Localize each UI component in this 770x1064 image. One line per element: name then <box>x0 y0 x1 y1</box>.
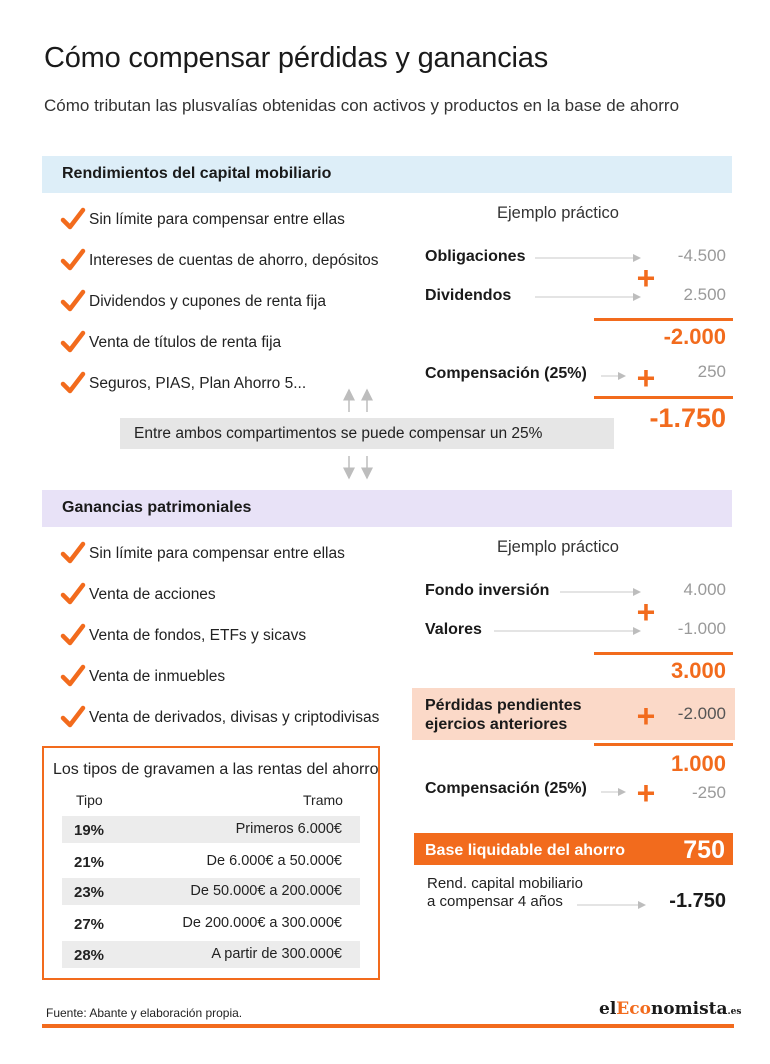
base-liquidable-value: 750 <box>683 836 725 864</box>
base-liquidable-label: Base liquidable del ahorro <box>425 842 626 859</box>
logo-part: el <box>599 999 617 1019</box>
example-subtotal: -2.000 <box>663 324 726 349</box>
carry-forward-label: a compensar 4 años <box>427 893 563 910</box>
example-subtotal: 1.000 <box>670 751 726 776</box>
table-cell-tramo: A partir de 300.000€ <box>211 946 342 962</box>
example-row-value: -1.000 <box>677 619 726 638</box>
section-heading-label: Ganancias patrimoniales <box>62 499 252 516</box>
table-cell-tipo: 23% <box>74 884 105 901</box>
example-row-label: Dividendos <box>425 287 512 304</box>
tax-table-title: Los tipos de gravamen a las rentas del ahorro <box>53 761 379 778</box>
example-row-value: 2.500 <box>683 285 726 304</box>
list-item-label: Venta de acciones <box>89 586 216 603</box>
example-total: -1.750 <box>649 403 726 433</box>
example-row-label: Obligaciones <box>425 248 526 265</box>
table-cell-tipo: 21% <box>74 854 105 871</box>
source-note: Fuente: Abante y elaboración propia. <box>46 1006 243 1020</box>
compensation-label: Compensación (25%) <box>425 780 587 797</box>
list-item-label: Dividendos y cupones de renta fija <box>89 293 326 310</box>
example-heading: Ejemplo práctico <box>497 204 619 222</box>
carry-forward-value: -1.750 <box>669 890 726 912</box>
example-row-label: Valores <box>425 621 482 638</box>
table-cell-tramo: De 6.000€ a 50.000€ <box>206 853 342 869</box>
list-item-label: Sin límite para compensar entre ellas <box>89 211 345 228</box>
compensation-note-text: Entre ambos compartimentos se puede compensar un 25% <box>134 425 543 442</box>
logo-part: Eco <box>616 999 651 1019</box>
section-heading-label: Rendimientos del capital mobiliario <box>62 165 332 182</box>
list-item-label: Sin límite para compensar entre ellas <box>89 545 345 562</box>
plus-icon: + <box>636 260 656 296</box>
column-header-tramo: Tramo <box>303 792 343 808</box>
example-row-value: 4.000 <box>683 580 726 599</box>
table-cell-tramo: De 200.000€ a 300.000€ <box>182 915 342 931</box>
logo-part: nomista <box>650 999 728 1019</box>
logo-part: .es <box>727 1007 742 1017</box>
compensation-value: 250 <box>697 362 726 381</box>
column-header-tipo: Tipo <box>76 792 103 808</box>
table-cell-tipo: 28% <box>74 947 105 964</box>
compensation-label: Compensación (25%) <box>425 365 587 382</box>
list-item-label: Venta de títulos de renta fija <box>89 334 282 351</box>
list-item-label: Seguros, PIAS, Plan Ahorro 5... <box>89 375 307 392</box>
plus-icon: + <box>636 594 656 630</box>
table-cell-tipo: 19% <box>74 822 105 839</box>
list-item-label: Venta de fondos, ETFs y sicavs <box>89 627 307 644</box>
pending-losses-value: -2.000 <box>677 704 726 723</box>
compensation-value: -250 <box>691 783 726 802</box>
pending-losses-label: ejercios anteriores <box>425 716 568 733</box>
page-subtitle: Cómo tributan las plusvalías obtenidas con activos y productos en la base de ahorro <box>44 96 680 115</box>
table-cell-tipo: 27% <box>74 916 105 933</box>
list-item-label: Venta de derivados, divisas y criptodivisas <box>89 709 380 726</box>
page-title: Cómo compensar pérdidas y ganancias <box>44 42 548 74</box>
table-cell-tramo: De 50.000€ a 200.000€ <box>190 883 342 899</box>
list-item-label: Venta de inmuebles <box>89 668 226 685</box>
example-subtotal: 3.000 <box>670 658 726 683</box>
example-row-value: -4.500 <box>677 246 726 265</box>
plus-icon: + <box>636 360 656 396</box>
list-item-label: Intereses de cuentas de ahorro, depósitos <box>89 252 379 269</box>
example-row-label: Fondo inversión <box>425 582 550 599</box>
carry-forward-label: Rend. capital mobiliario <box>427 875 583 892</box>
table-cell-tramo: Primeros 6.000€ <box>235 821 342 837</box>
pending-losses-label: Pérdidas pendientes <box>425 697 582 714</box>
plus-icon: + <box>636 775 656 811</box>
plus-icon: + <box>636 698 656 734</box>
example-heading: Ejemplo práctico <box>497 538 619 556</box>
